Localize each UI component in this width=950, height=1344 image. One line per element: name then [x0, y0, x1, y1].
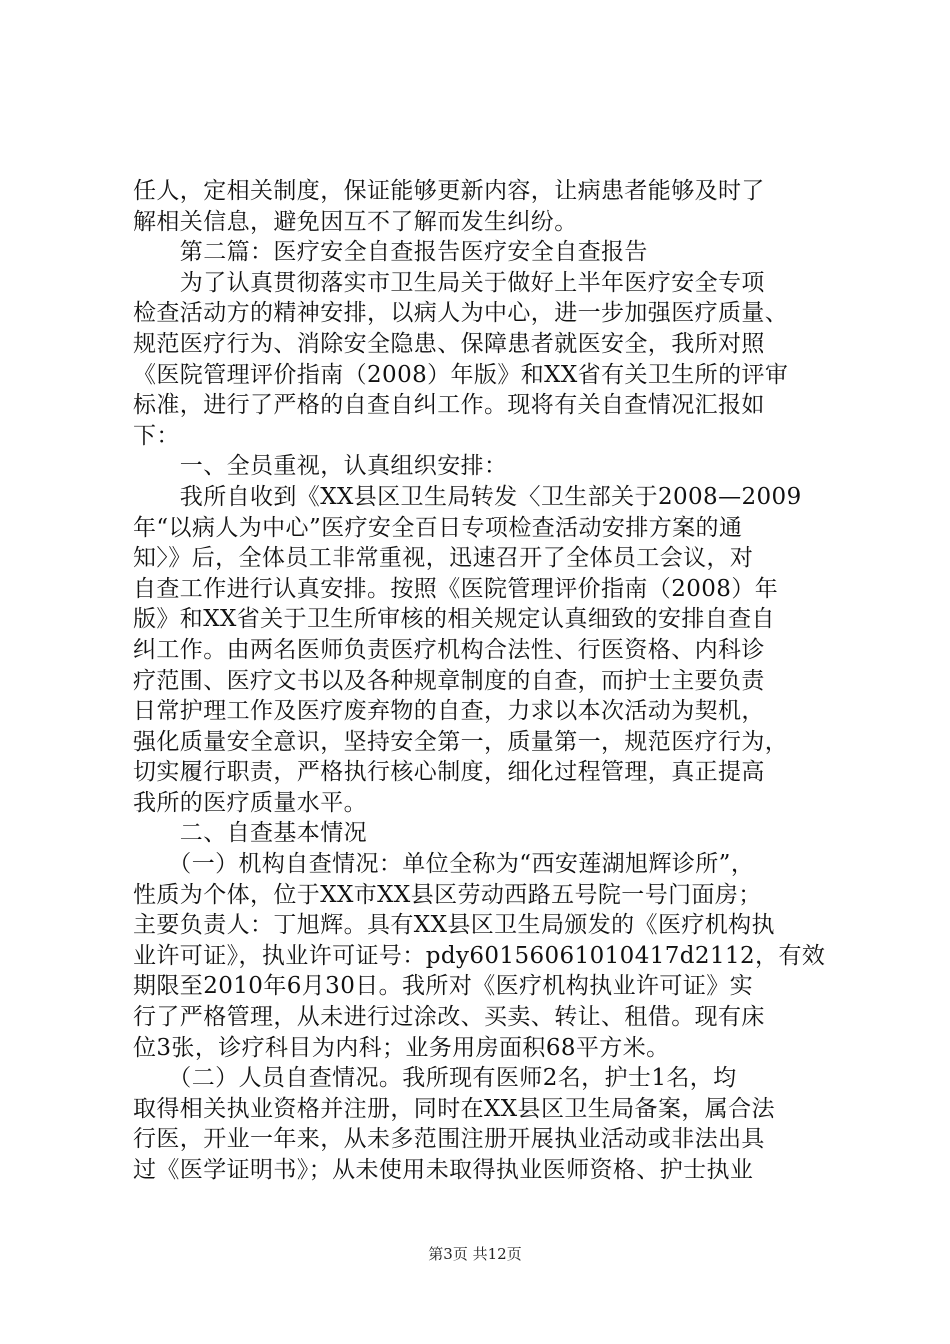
document-body [133, 176, 833, 1186]
text-line: 疗范围、医疗文书以及各种规章制度的自查，而护士主要负责 [133, 667, 765, 694]
text-line: 第二篇：医疗安全自查报告医疗安全自查报告 [133, 239, 648, 266]
text-line: 纠工作。由两名医师负责医疗机构合法性、行医资格、内科诊 [133, 636, 765, 663]
text-line: 强化质量安全意识，坚持安全第一，质量第一，规范医疗行为， [133, 728, 789, 755]
text-line: 一、全员重视，认真组织安排： [133, 453, 508, 480]
text-line: 取得相关执业资格并注册，同时在XX县区卫生局备案，属合法 [133, 1095, 775, 1122]
text-line: 规范医疗行为、消除安全隐患、保障患者就医安全，我所对照 [133, 330, 765, 357]
text-line: 性质为个体，位于XX市XX县区劳动西路五号院一号门面房； [133, 881, 762, 908]
text-line: 日常护理工作及医疗废弃物的自查，力求以本次活动为契机， [133, 698, 765, 725]
text-line: 期限至2010年6月30日。我所对《医疗机构执业许可证》实 [133, 973, 754, 1000]
text-line: 年“以病人为中心”医疗安全百日专项检查活动安排方案的通 [133, 514, 743, 541]
text-line: 我所自收到《XX县区卫生局转发〈卫生部关于2008—2009 [133, 483, 802, 510]
text-line: 位3张，诊疗科目为内科；业务用房面积68平方米。 [133, 1034, 670, 1061]
text-line: 行了严格管理，从未进行过涂改、买卖、转让、租借。现有床 [133, 1004, 765, 1031]
text-line: 标准，进行了严格的自查自纠工作。现将有关自查情况汇报如 [133, 392, 765, 419]
text-line: 《医院管理评价指南（2008）年版》和XX省有关卫生所的评审 [133, 361, 789, 388]
text-line: 行医，开业一年来，从未多范围注册开展执业活动或非法出具 [133, 1126, 765, 1153]
text-line: 为了认真贯彻落实市卫生局关于做好上半年医疗安全专项 [133, 269, 765, 296]
text-line: 二、自查基本情况 [133, 820, 367, 847]
text-line: 业许可证》，执业许可证号：pdy60156061010417d2112，有效 [133, 942, 826, 969]
text-line: 检查活动方的精神安排，以病人为中心，进一步加强医疗质量、 [133, 300, 789, 327]
text-line: 下： [133, 422, 180, 449]
page-footer: 第3页 共12页 [428, 1245, 522, 1263]
text-line: 版》和XX省关于卫生所审核的相关规定认真细致的安排自查自 [133, 606, 775, 633]
text-line: 任人，定相关制度，保证能够更新内容，让病患者能够及时了 [133, 178, 765, 204]
text-line: 切实履行职责，严格执行核心制度，细化过程管理，真正提高 [133, 759, 765, 786]
text-line: 主要负责人：丁旭辉。具有XX县区卫生局颁发的《医疗机构执 [133, 912, 775, 939]
text-line: 解相关信息，避免因互不了解而发生纠纷。 [133, 208, 578, 235]
text-line: 自查工作进行认真安排。按照《医院管理评价指南（2008）年 [133, 575, 779, 602]
text-line: 过《医学证明书》；从未使用未取得执业医师资格、护士执业 [133, 1157, 754, 1183]
text-line: 我所的医疗质量水平。 [133, 789, 367, 816]
text-line: （一）机构自查情况：单位全称为“西安莲湖旭辉诊所”， [133, 851, 755, 878]
text-line: 知〉》后，全体员工非常重视，迅速召开了全体员工会议，对 [133, 545, 754, 572]
text-line: （二）人员自查情况。我所现有医师2名，护士1名，均 [133, 1065, 737, 1092]
